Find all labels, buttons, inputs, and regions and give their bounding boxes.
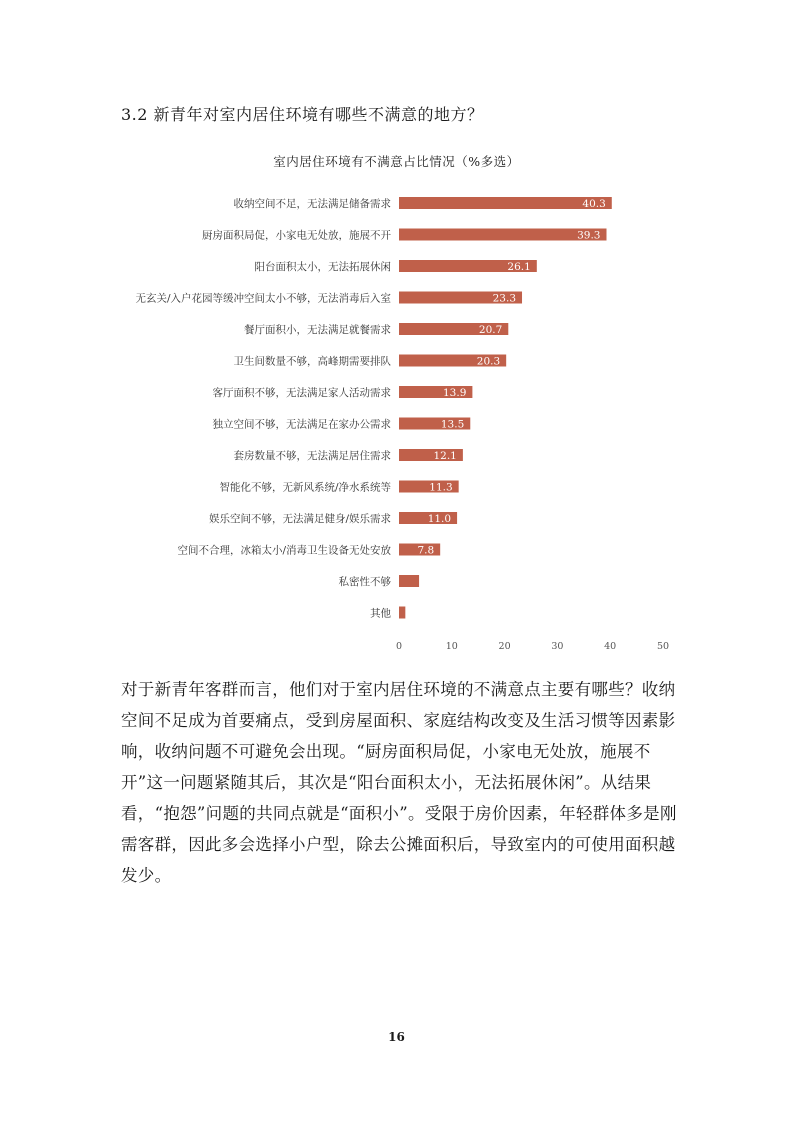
category-label: 客厅面积不够，无法满足家人活动需求 xyxy=(212,387,391,399)
data-label: 20.3 xyxy=(476,355,501,368)
data-label: 13.5 xyxy=(440,418,465,431)
x-tick-label: 50 xyxy=(656,641,670,652)
category-label: 智能化不够，无新风系统/净水系统等 xyxy=(219,481,391,494)
data-label: 26.1 xyxy=(507,261,531,273)
x-axis xyxy=(396,641,669,652)
data-label: 11.0 xyxy=(427,513,452,525)
data-label: 7.8 xyxy=(417,544,435,557)
body-paragraph: 对于新青年客群而言，他们对于室内居住环境的不满意点主要有哪些？收纳空间不足成为首要痛点，受到房屋面积、家庭结构改变及生活习惯等因素影响，收纳问题不可避免会出现。“厨房面积局促，小家电无处放，施展不开”这一问题紧随其后，其次是“阳台面积太小，无法拓展休闲”。从结果看，“抱怨”问题的共同点就是“面积小”。受限于房价因素，年轻群体多是刚需客群，因此多会选择小户型，除去公摊面积后，导致室内的可使用面积越发少。 xyxy=(121,680,677,885)
x-tick-label: 10 xyxy=(445,641,458,652)
bar xyxy=(399,575,419,587)
data-label: 23.3 xyxy=(492,292,517,305)
category-label: 卫生间数量不够，高峰期需要排队 xyxy=(233,355,391,368)
chart-title: 室内居住环境有不满意占比情况（%多选） xyxy=(273,154,520,169)
bar xyxy=(399,197,612,209)
category-label: 私密性不够 xyxy=(338,576,391,588)
category-label: 餐厅面积小，无法满足就餐需求 xyxy=(244,324,391,336)
section-heading: 3.2 新青年对室内居住环境有哪些不满意的地方？ xyxy=(121,105,484,124)
category-label: 厨房面积局促，小家电无处放，施展不开 xyxy=(202,229,391,242)
data-label: 12.1 xyxy=(433,450,457,462)
category-label: 娱乐空间不够，无法满足健身/娱乐需求 xyxy=(208,513,391,525)
x-tick-label: 40 xyxy=(604,641,617,652)
category-label: 空间不合理，冰箱太小/消毒卫生设备无处安放 xyxy=(177,544,391,557)
x-tick-label: 20 xyxy=(498,641,511,652)
data-label: 11.3 xyxy=(429,481,453,494)
category-label: 套房数量不够，无法满足居住需求 xyxy=(233,450,391,462)
category-label: 其他 xyxy=(370,607,391,620)
data-label: 20.7 xyxy=(478,324,503,336)
data-label: 39.3 xyxy=(577,229,601,242)
data-labels xyxy=(417,198,605,557)
category-label: 独立空间不够，无法满足在家办公需求 xyxy=(212,418,391,431)
bar xyxy=(399,607,405,619)
x-tick-label: 0 xyxy=(395,641,403,652)
data-label: 13.9 xyxy=(443,387,467,399)
category-label: 收纳空间不足，无法满足储备需求 xyxy=(233,198,391,210)
category-label: 无玄关/入户花园等缓冲空间太小不够，无法消毒后入室 xyxy=(135,292,391,305)
x-tick-label: 30 xyxy=(551,641,564,652)
category-labels xyxy=(135,197,391,620)
page-number: 16 xyxy=(388,1030,405,1044)
bar xyxy=(399,229,607,241)
data-label: 40.3 xyxy=(582,198,606,210)
category-label: 阳台面积太小，无法拓展休闲 xyxy=(254,261,391,273)
